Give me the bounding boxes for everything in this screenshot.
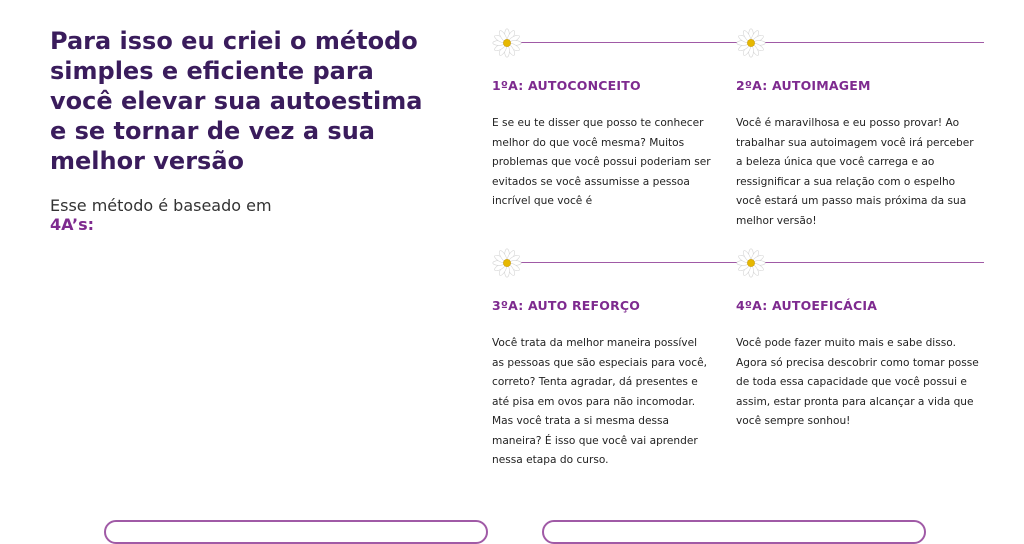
card-text: Você pode fazer muito mais e sabe disso. Agora só precisa descobrir como tomar posse de toda essa capacidade que você possui e assim, estar pronta para alcançar a vida que você sempre sonhou!	[736, 337, 979, 427]
card-title: 1ºA: AUTOCONCEITO	[492, 78, 641, 93]
card-text: E se eu te disser que posso te conhecer melhor do que você mesma? Muitos problemas que você possui poderiam ser evitados se você assumisse a pessoa incrível que você é	[492, 117, 711, 207]
daisy-icon	[736, 248, 766, 278]
daisy-icon	[736, 28, 766, 58]
method-intro	[50, 196, 310, 234]
card-text: Você é maravilhosa e eu posso provar! Ao trabalhar sua autoimagem você irá perceber a beleza única que você carrega e ao ressignificar a sua relação com o espelho você estará um passo mais próxima da sua melhor versão!	[736, 117, 974, 227]
daisy-icon	[492, 248, 522, 278]
method-intro-highlight: 4A’s:	[50, 215, 95, 234]
cta-button-left[interactable]	[104, 520, 488, 544]
daisy-icon	[492, 28, 522, 58]
section-headline: Para isso eu criei o método simples e eficiente para você elevar sua autoestima e se tornar de vez a sua melhor versão	[50, 27, 423, 175]
card-title: 4ºA: AUTOEFICÁCIA	[736, 298, 878, 313]
card-title: 3ºA: AUTO REFORÇO	[492, 298, 641, 313]
cta-button-right[interactable]	[542, 520, 926, 544]
card-title: 2ºA: AUTOIMAGEM	[736, 78, 871, 93]
method-intro-text: Esse método é baseado em	[50, 196, 272, 215]
card-text: Você trata da melhor maneira possível as pessoas que são especiais para você, correto? Tenta agradar, dá presentes e até pisa em ovos para não incomodar. Mas você trata a si mesma dessa maneira? É isso que você vai aprender nessa etapa do curso.	[492, 337, 707, 466]
